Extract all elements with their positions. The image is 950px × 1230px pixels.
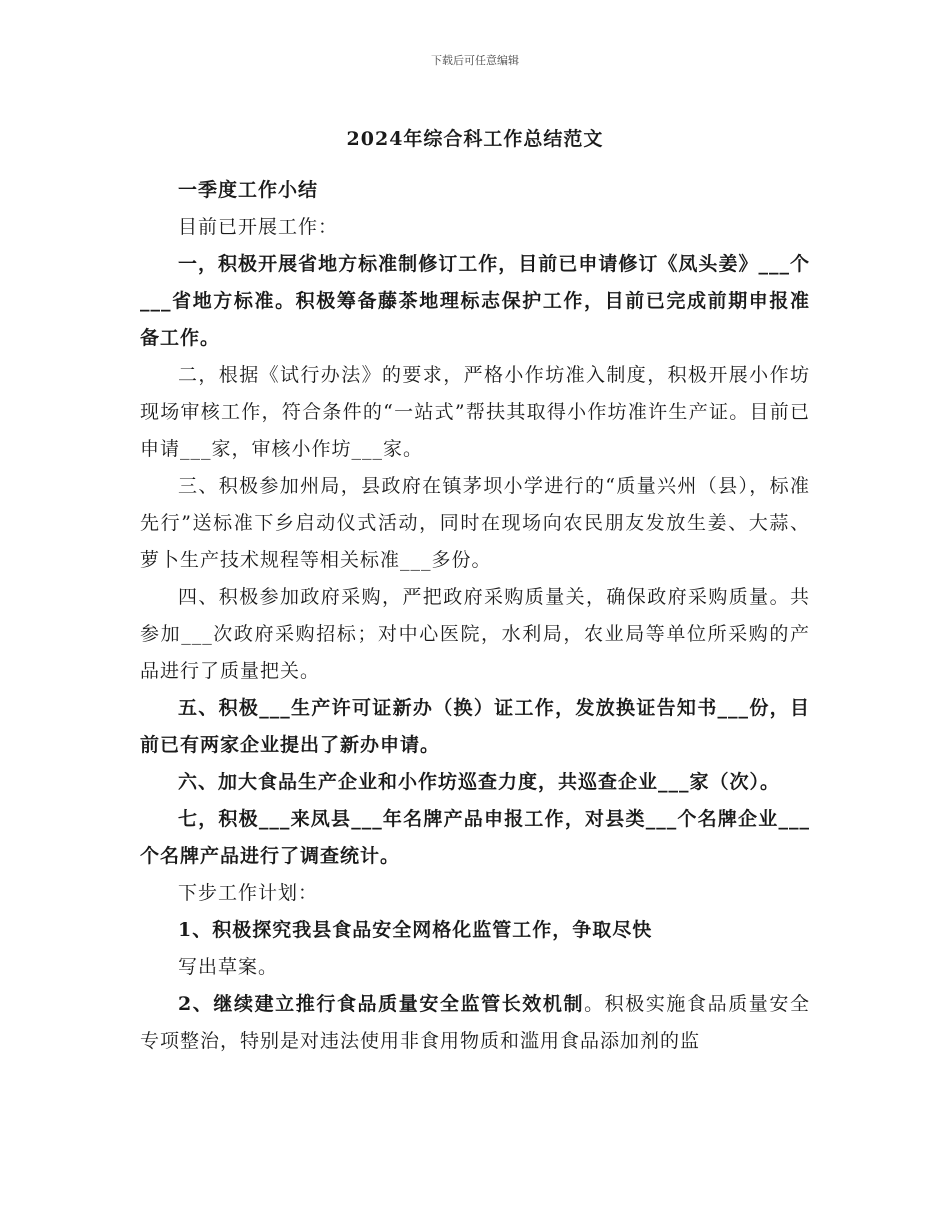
paragraph-bold-lead: 2、继续建立推行食品质量安全监管长效机制 — [178, 993, 585, 1015]
page-header: 下载后可任意编辑 — [431, 54, 519, 67]
paragraph: 六、加大食品生产企业和小作坊巡查力度，共巡查企业___家（次）。 — [178, 771, 781, 793]
paragraph: 写出草案。 — [178, 956, 279, 978]
paragraph: 一，积极开展省地方标准制修订工作，目前已申请修订《凤头姜》___个___省地方标准。积极筹备藤茶地理标志保护工作，目前已完成前期申报准备工作。 — [140, 253, 810, 349]
paragraph: 五、积极___生产许可证新办（换）证工作，发放换证告知书___份，目前已有两家企业提出了新办申请。 — [140, 697, 810, 756]
document-body — [140, 172, 810, 1060]
document-title: 2024年综合科工作总结范文 — [346, 128, 604, 150]
paragraph: 目前已开展工作： — [178, 216, 339, 238]
paragraph: 二，根据《试行办法》的要求，严格小作坊准入制度，积极开展小作坊现场审核工作，符合条件的“一站式”帮扶其取得小作坊准许生产证。目前已申请___家，审核小作坊___家。 — [140, 364, 810, 460]
paragraph: 下步工作计划： — [178, 882, 319, 904]
paragraph-text: 。积极实施食品质量安全专项整治，特别是对违法使用非食用物质和滥用食品添加剂的监 — [140, 993, 810, 1052]
paragraph: 七，积极___来凤县___年名牌产品申报工作，对县类___个名牌企业___个名牌产品进行了调查统计。 — [140, 808, 810, 867]
paragraph-last — [140, 986, 810, 1060]
paragraph: 四、积极参加政府采购，严把政府采购质量关，确保政府采购质量。共参加___次政府采购招标；对中心医院，水利局，农业局等单位所采购的产品进行了质量把关。 — [140, 586, 810, 682]
paragraph: 1、积极探究我县食品安全网格化监管工作，争取尽快 — [178, 919, 653, 941]
paragraph: 一季度工作小结 — [178, 179, 319, 201]
paragraph: 三、积极参加州局，县政府在镇茅坝小学进行的“质量兴州（县），标准先行”送标准下乡启动仪式活动，同时在现场向农民朋友发放生姜、大蒜、萝卜生产技术规程等相关标准___多份。 — [140, 475, 810, 571]
